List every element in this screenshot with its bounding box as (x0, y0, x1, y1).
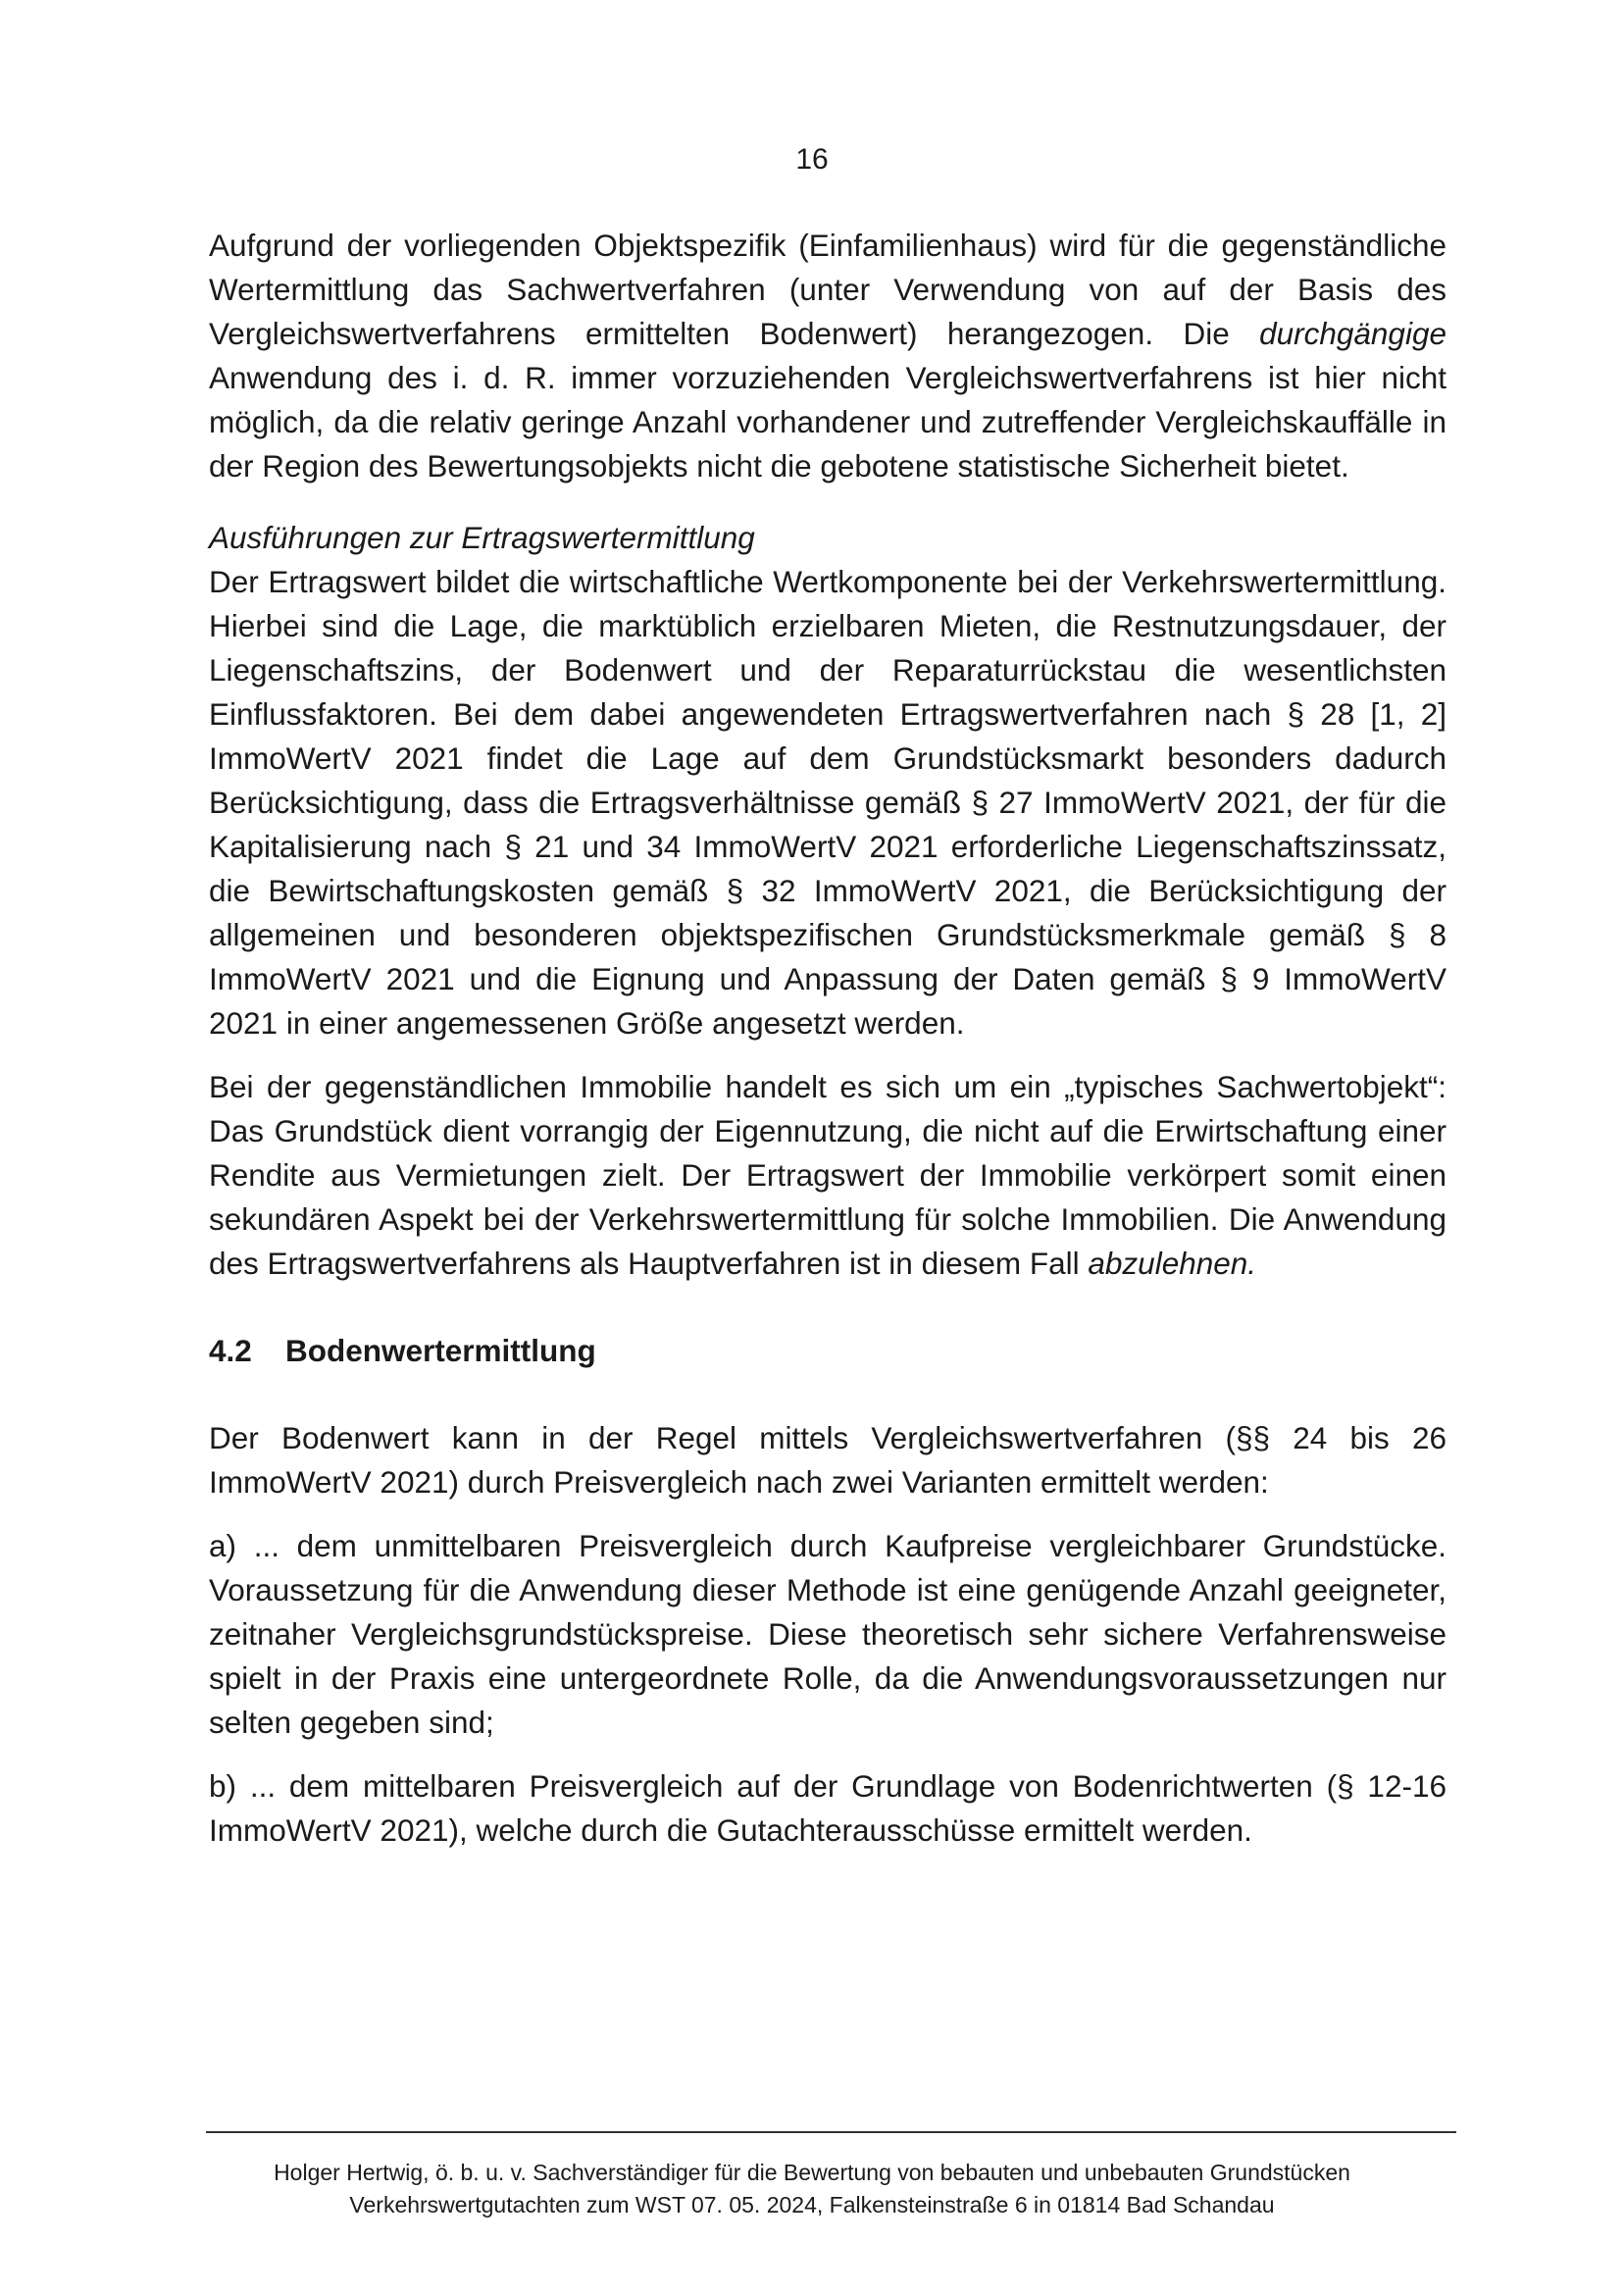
emphasis-text: abzulehnen. (1088, 1246, 1257, 1281)
footer-author-line: Holger Hertwig, ö. b. u. v. Sachverständiger für die Bewertung von bebauten und unbebauten Grundstücken (274, 2160, 1350, 2185)
section-number: 4.2 (209, 1333, 252, 1368)
paragraph-variant-a: a) ... dem unmittelbaren Preisvergleich durch Kaufpreise vergleichbarer Grundstücke. Voraussetzung für die Anwendung dieser Methode ist eine genügende Anzahl geeigneter, zeitnaher Vergleichsgrundstückspreise. Diese theoretisch sehr sichere Verfahrensweise spielt in der Praxis eine untergeordnete Rolle, da die Anwendungsvoraussetzungen nur selten gegeben sind; (209, 1528, 1446, 1740)
paragraph-variant-b: b) ... dem mittelbaren Preisvergleich auf der Grundlage von Bodenrichtwerten (§ 12-16 ImmoWertV 2021), welche durch die Gutachterausschüsse ermittelt werden. (209, 1768, 1446, 1848)
subheading-ertragswert: Ausführungen zur Ertragswertermittlung (209, 520, 755, 555)
page-footer (0, 2157, 1624, 2221)
page-number: 16 (795, 143, 829, 176)
paragraph-method-choice (209, 224, 1446, 488)
page-content (209, 224, 1446, 1853)
footer-divider (206, 2131, 1456, 2133)
paragraph-text: Anwendung des i. d. R. immer vorzuziehenden Vergleichswertverfahrens ist hier nicht möglich, da die relativ geringe Anzahl vorhandener und zutreffender Vergleichskauffälle in der Region des Bewertungsobjekts nicht die gebotene statistische Sicherheit bietet. (209, 360, 1446, 484)
section-heading (209, 1329, 1446, 1373)
section-title: Bodenwertermittlung (285, 1333, 596, 1368)
footer-report-line: Verkehrswertgutachten zum WST 07. 05. 2024, Falkensteinstraße 6 in 01814 Bad Schandau (349, 2192, 1275, 2217)
paragraph-text: Aufgrund der vorliegenden Objektspezifik (Einfamilienhaus) wird für die gegenständliche Wertermittlung das Sachwertverfahren (unter Verwendung von auf der Basis des Vergleichswertverfahrens ermittelten Bodenwert) herangezogen. Die (209, 228, 1446, 351)
paragraph-ertragswert: Der Ertragswert bildet die wirtschaftliche Wertkomponente bei der Verkehrswertermittlung. Hierbei sind die Lage, die marktüblich erzielbaren Mieten, die Restnutzungsdauer, der Liegenschaftszins, der Bodenwert und der Reparaturrückstau die wesentlichsten Einflussfaktoren. Bei dem dabei angewendeten Ertragswertverfahren nach § 28 [1, 2] ImmoWertV 2021 findet die Lage auf dem Grundstücksmarkt besonders dadurch Berücksichtigung, dass die Ertragsverhältnisse gemäß § 27 ImmoWertV 2021, der für die Kapitalisierung nach § 21 und 34 ImmoWertV 2021 erforderliche Liegenschaftszinssatz, die Bewirtschaftungskosten gemäß § 32 ImmoWertV 2021, die Berücksichtigung der allgemeinen und besonderen objektspezifischen Grundstücksmerkmale gemäß § 8 ImmoWertV 2021 und die Eignung und Anpassung der Daten gemäß § 9 ImmoWertV 2021 in einer angemessenen Größe angesetzt werden. (209, 564, 1446, 1041)
paragraph-sachwertobjekt (209, 1065, 1446, 1286)
paragraph-text: Bei der gegenständlichen Immobilie handelt es sich um ein „typisches Sachwertobjekt“: Das Grundstück dient vorrangig der Eigennutzung, die nicht auf die Erwirtschaftung einer Rendite aus Vermietungen zielt. Der Ertragswert der Immobilie verkörpert somit einen sekundären Aspekt bei der Verkehrswertermittlung für solche Immobilien. Die Anwendung des Ertragswertverfahrens als Hauptverfahren ist in diesem Fall (209, 1069, 1446, 1281)
emphasis-text: durchgängige (1259, 316, 1446, 351)
paragraph-bodenwert-intro: Der Bodenwert kann in der Regel mittels Vergleichswertverfahren (§§ 24 bis 26 ImmoWertV 2021) durch Preisvergleich nach zwei Varianten ermittelt werden: (209, 1420, 1446, 1500)
